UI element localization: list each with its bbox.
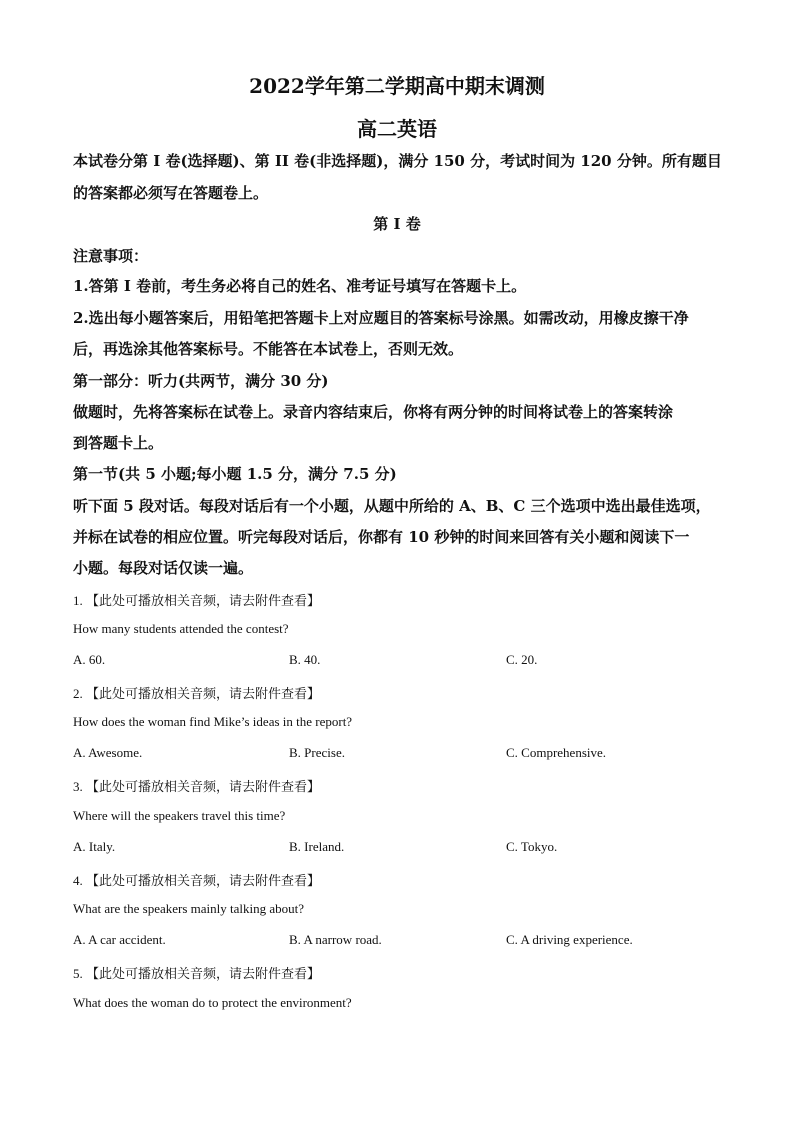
intro-line: 本试卷分第 I 卷(选择题)、第 II 卷(非选择题)，满分 150 分，考试时间为 120 分钟。所有题目 (73, 152, 722, 170)
question-text: What does the woman do to protect the environment? (73, 995, 352, 1010)
notes-line: 小题。每段对话仅读一遍。 (73, 559, 254, 577)
option-c: C. Tokyo. (506, 839, 558, 854)
question-text: What are the speakers mainly talking about? (73, 901, 305, 916)
question-text: How does the woman find Mike’s ideas in the report? (73, 714, 353, 729)
notes-line: 后，再选涂其他答案标号。不能答在本试卷上，否则无效。 (73, 340, 464, 358)
notes-line: 1.答第 I 卷前，考生务必将自己的姓名、准考证号填写在答题卡上。 (73, 277, 527, 295)
exam-title: 2022学年第二学期高中期末调测 (249, 74, 545, 98)
option-c: C. A driving experience. (506, 932, 633, 947)
option-c: C. 20. (506, 652, 538, 667)
volume-title: 第 I 卷 (373, 215, 421, 233)
intro-line: 的答案都必须写在答题卷上。 (73, 184, 269, 202)
subsection-title: 第一节(共 5 小题;每小题 1.5 分，满分 7.5 分) (73, 465, 397, 483)
notes-line: 并标在试卷的相应位置。听完每段对话后，你都有 10 秒钟的时间来回答有关小题和阅读下一 (73, 528, 690, 546)
option-a: A. Italy. (73, 839, 116, 854)
option-b: B. Ireland. (289, 839, 345, 854)
exam-subtitle: 高二英语 (357, 117, 437, 141)
question-text: Where will the speakers travel this time? (73, 808, 286, 823)
notes-heading: 注意事项： (73, 247, 149, 265)
audio-placeholder[interactable]: 4. 【此处可播放相关音频，请去附件查看】 (73, 873, 321, 888)
option-b: B. Precise. (289, 745, 345, 760)
audio-placeholder[interactable]: 1. 【此处可播放相关音频，请去附件查看】 (73, 593, 321, 608)
option-b: B. 40. (289, 652, 321, 667)
audio-placeholder[interactable]: 3. 【此处可播放相关音频，请去附件查看】 (73, 779, 321, 794)
notes-line: 到答题卡上。 (73, 434, 164, 452)
option-b: B. A narrow road. (289, 932, 382, 947)
option-a: A. A car accident. (73, 932, 166, 947)
notes-line: 听下面 5 段对话。每段对话后有一个小题，从题中所给的 A、B、C 三个选项中选出最佳选项， (73, 497, 711, 515)
notes-line: 2.选出每小题答案后，用铅笔把答题卡上对应题目的答案标号涂黑。如需改动，用橡皮擦干净 (73, 309, 689, 327)
option-a: A. Awesome. (73, 745, 143, 760)
option-a: A. 60. (73, 652, 106, 667)
audio-placeholder[interactable]: 2. 【此处可播放相关音频，请去附件查看】 (73, 686, 321, 701)
option-c: C. Comprehensive. (506, 745, 607, 760)
question-text: How many students attended the contest? (73, 621, 289, 636)
section-title: 第一部分：听力(共两节，满分 30 分) (73, 372, 329, 390)
audio-placeholder[interactable]: 5. 【此处可播放相关音频，请去附件查看】 (73, 966, 321, 981)
notes-line: 做题时，先将答案标在试卷上。录音内容结束后，你将有两分钟的时间将试卷上的答案转涂 (73, 403, 674, 421)
